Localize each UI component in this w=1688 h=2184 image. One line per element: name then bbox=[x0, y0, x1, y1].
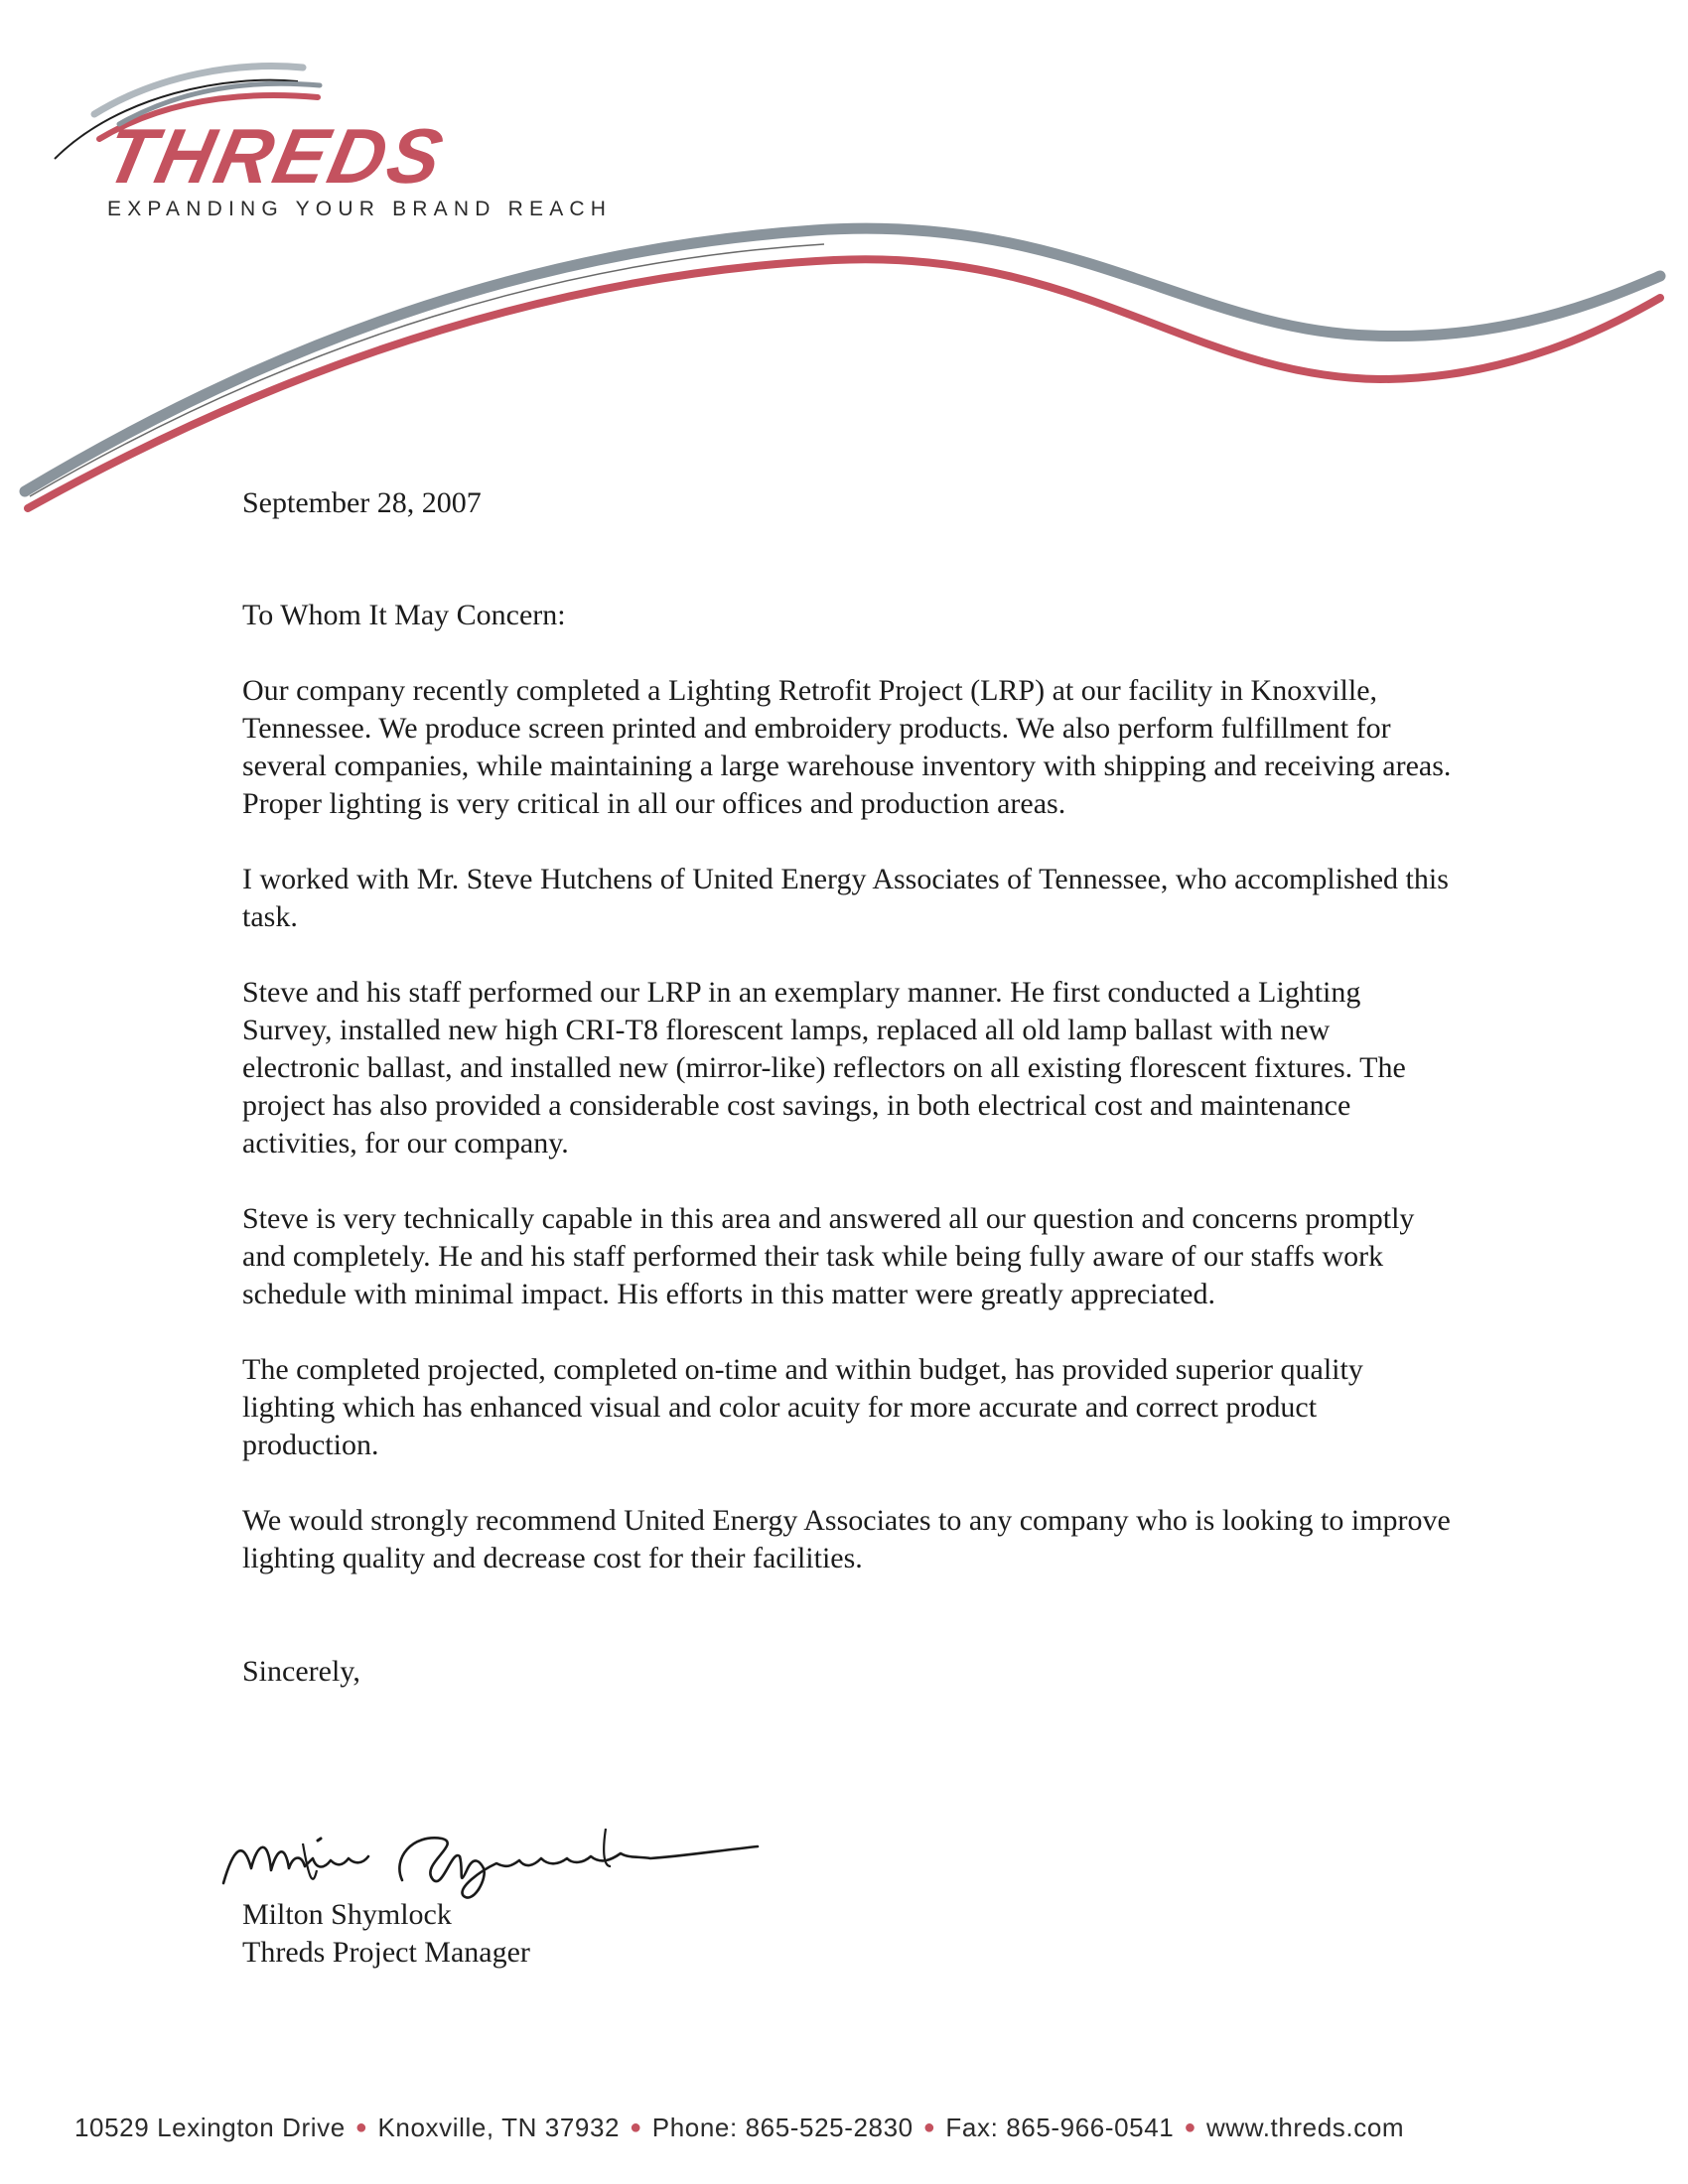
swoosh-graphic bbox=[0, 0, 1688, 536]
footer-website: www.threds.com bbox=[1206, 2113, 1405, 2142]
salutation: To Whom It May Concern: bbox=[242, 599, 566, 631]
footer-address: 10529 Lexington Drive bbox=[74, 2113, 346, 2142]
body-paragraph: Steve is very technically capable in this area and answered all our question and concerns promptly and completely. He and his staff performed their task while being fully aware of our staffs work schedule with minimal impact. His efforts in this matter were greatly appreciated. bbox=[242, 1202, 1415, 1310]
footer-city: Knoxville, TN 37932 bbox=[377, 2113, 621, 2142]
bullet-separator: ● bbox=[354, 2116, 368, 2138]
letter-date: September 28, 2007 bbox=[242, 486, 482, 519]
closing: Sincerely, bbox=[242, 1655, 360, 1688]
bullet-separator: ● bbox=[922, 2116, 936, 2138]
body-paragraph: We would strongly recommend United Energy Associates to any company who is looking to improve lighting quality and decrease cost for their facilities. bbox=[242, 1504, 1451, 1574]
body-paragraph: Our company recently completed a Lighting Retrofit Project (LRP) at our facility in Knoxville, Tennessee. We produce screen printed and embroidery products. We also perform fulfillment for several companies, while maintaining a large warehouse inventory with shipping and receiving areas. Proper lighting is very critical in all our offices and production areas. bbox=[242, 674, 1452, 820]
footer-contact bbox=[74, 2115, 1623, 2140]
bullet-separator: ● bbox=[630, 2116, 642, 2138]
letterhead bbox=[0, 0, 1688, 536]
footer-fax: Fax: 865-966-0541 bbox=[945, 2113, 1175, 2142]
footer-phone: Phone: 865-525-2830 bbox=[651, 2113, 914, 2142]
body-paragraph: The completed projected, completed on-time and within budget, has provided superior quality lighting which has enhanced visual and color acuity for more accurate and correct product production. bbox=[242, 1353, 1363, 1461]
signer-name: Milton Shymlock bbox=[242, 1898, 452, 1931]
company-logo: THREDS bbox=[97, 112, 454, 200]
body-paragraph: Steve and his staff performed our LRP in an exemplary manner. He first conducted a Lighting Survey, installed new high CRI-T8 florescent lamps, replaced all old lamp ballast with new electronic ballast, and installed new (mirror-like) reflectors on all existing florescent fixtures. The project has also provided a considerable cost savings, in both electrical cost and maintenance activities, for our company. bbox=[242, 976, 1406, 1160]
letter-body bbox=[242, 484, 1454, 1691]
signer-title: Threds Project Manager bbox=[242, 1936, 530, 1969]
body-paragraph: I worked with Mr. Steve Hutchens of United Energy Associates of Tennessee, who accomplished this task. bbox=[242, 863, 1449, 933]
handwritten-signature bbox=[213, 1809, 770, 1908]
bullet-separator: ● bbox=[1184, 2116, 1197, 2138]
company-tagline: EXPANDING YOUR BRAND REACH bbox=[107, 198, 613, 220]
